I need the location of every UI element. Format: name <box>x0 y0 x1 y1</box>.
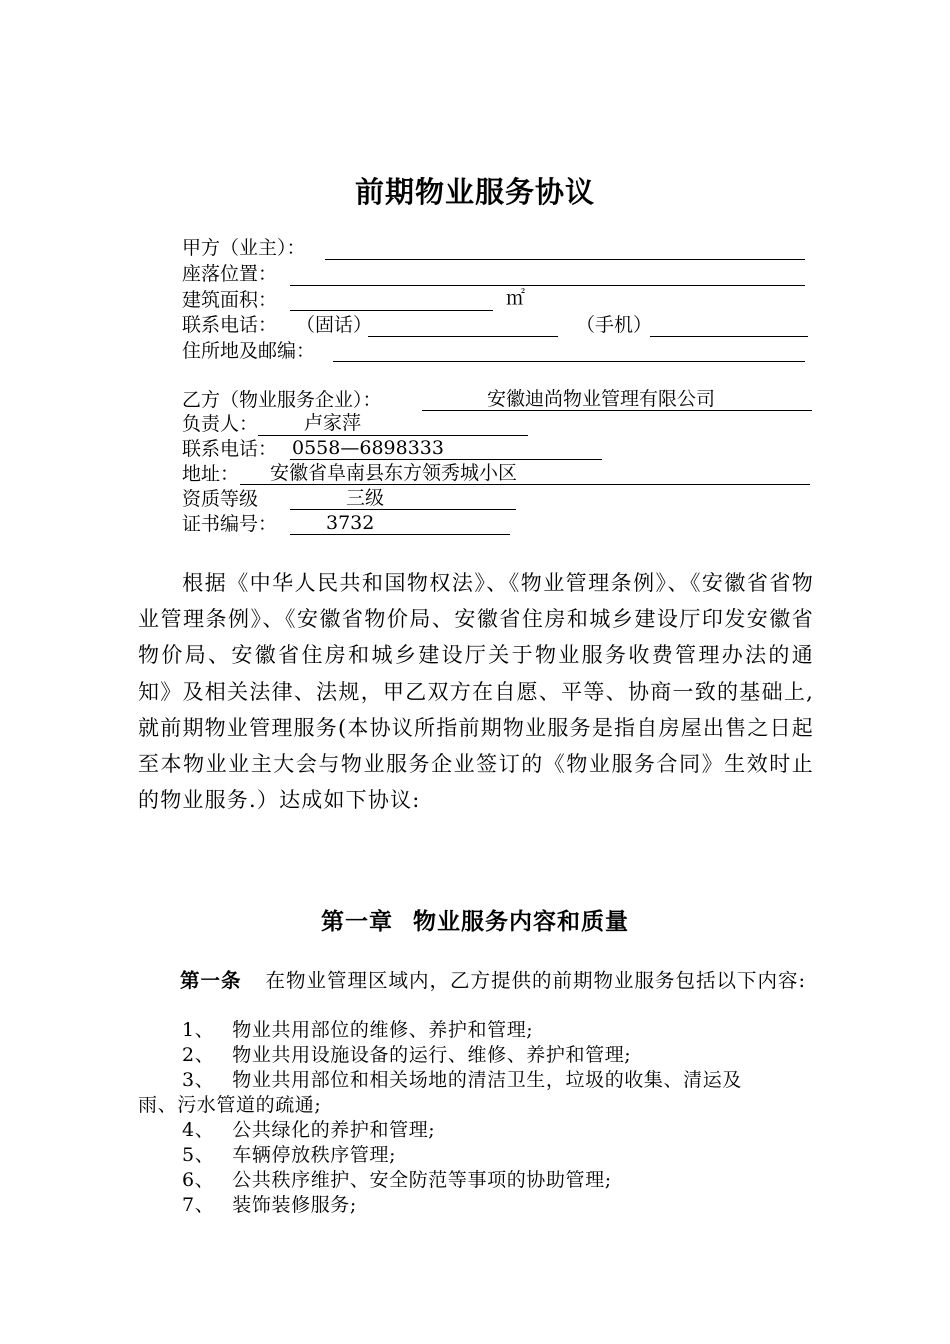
list-item <box>182 1118 435 1143</box>
phone-label-b: 联系电话： <box>182 438 278 460</box>
document-title: 前期物业服务协议 <box>354 175 595 209</box>
chapter-heading <box>0 903 950 936</box>
item-number: 4、 <box>182 1119 215 1141</box>
item-number: 7、 <box>182 1194 215 1216</box>
list-item <box>182 1068 742 1093</box>
qualification-blank <box>290 509 516 510</box>
list-item <box>182 1168 612 1193</box>
item-number: 5、 <box>182 1144 215 1166</box>
article-1-label: 第一条 <box>180 969 242 992</box>
item-number: 3、 <box>182 1069 215 1091</box>
certificate-label: 证书编号： <box>182 513 278 535</box>
chapter-title: 物业服务内容和质量 <box>413 908 629 935</box>
item-text: 车辆停放秩序管理; <box>232 1144 397 1166</box>
address-blank <box>333 361 805 362</box>
item-text: 雨、污水管道的疏通; <box>138 1094 322 1116</box>
area-label: 建筑面积： <box>182 289 278 311</box>
article-1 <box>138 968 814 994</box>
qualification-value: 三级 <box>346 487 385 509</box>
party-b-label: 乙方（物业服务企业）： <box>182 389 382 411</box>
mobile-blank <box>650 336 808 337</box>
item-number: 2、 <box>182 1044 215 1066</box>
certificate-blank <box>290 534 510 535</box>
qualification-label: 资质等级 <box>182 488 259 510</box>
item-number: 6、 <box>182 1169 215 1191</box>
address-label-a: 住所地及邮编： <box>182 340 316 362</box>
certificate-value: 3732 <box>326 512 375 534</box>
address-label-b: 地址： <box>182 463 240 485</box>
chapter-number: 第一章 <box>321 908 393 935</box>
item-text: 物业共用部位的维修、养护和管理; <box>232 1019 534 1041</box>
item-text: 公共秩序维护、安全防范等事项的协助管理; <box>232 1169 612 1191</box>
landline-blank <box>368 336 558 337</box>
location-label: 座落位置： <box>182 263 278 285</box>
owner-label: 甲方（业主）： <box>182 237 306 259</box>
list-item <box>182 1143 396 1168</box>
principal-label: 负责人： <box>182 413 259 435</box>
location-blank <box>290 285 805 286</box>
item-text: 物业共用设施设备的运行、维修、养护和管理; <box>232 1044 632 1066</box>
landline-label: （固话） <box>296 314 373 336</box>
list-item-continuation <box>138 1093 321 1118</box>
address-value-b: 安徽省阜南县东方领秀城小区 <box>270 462 518 484</box>
preamble-text: 根据《中华人民共和国物权法》、《物业管理条例》、《安徽省省物业管理条例》、《安徽省物价局、安徽省住房和城乡建设厅印发安徽省物价局、安徽省住房和城乡建设厅关于物业服务收费管理办法的通知》及相关法律、法规，甲乙双方在自愿、平等、协商一致的基础上,就前期物业管理服务(本协议所指前期物业服务是指自房屋出售之日起至本物业业主大会与物业服务企业签订的《物业服务合同》生效时止的物业服务.）达成如下协议: <box>138 571 814 813</box>
article-1-text: 在物业管理区域内，乙方提供的前期物业服务包括以下内容: <box>265 969 807 992</box>
list-item <box>182 1043 631 1068</box>
item-text: 装饰装修服务; <box>232 1194 357 1216</box>
phone-value-b: 0558—6898333 <box>292 437 444 459</box>
preamble-paragraph <box>138 565 814 818</box>
list-item <box>182 1018 533 1043</box>
list-item <box>182 1193 357 1218</box>
item-number: 1、 <box>182 1019 215 1041</box>
item-text: 物业共用部位和相关场地的清洁卫生，垃圾的收集、清运及 <box>232 1069 742 1091</box>
area-blank <box>290 310 493 311</box>
phone-label-a: 联系电话： <box>182 314 278 336</box>
principal-name: 卢家萍 <box>304 412 362 434</box>
item-text: 公共绿化的养护和管理; <box>232 1119 436 1141</box>
party-b-name: 安徽迪尚物业管理有限公司 <box>487 388 716 410</box>
mobile-label: （手机） <box>576 314 653 336</box>
area-unit: ㎡ <box>506 287 526 309</box>
owner-blank <box>325 259 805 260</box>
